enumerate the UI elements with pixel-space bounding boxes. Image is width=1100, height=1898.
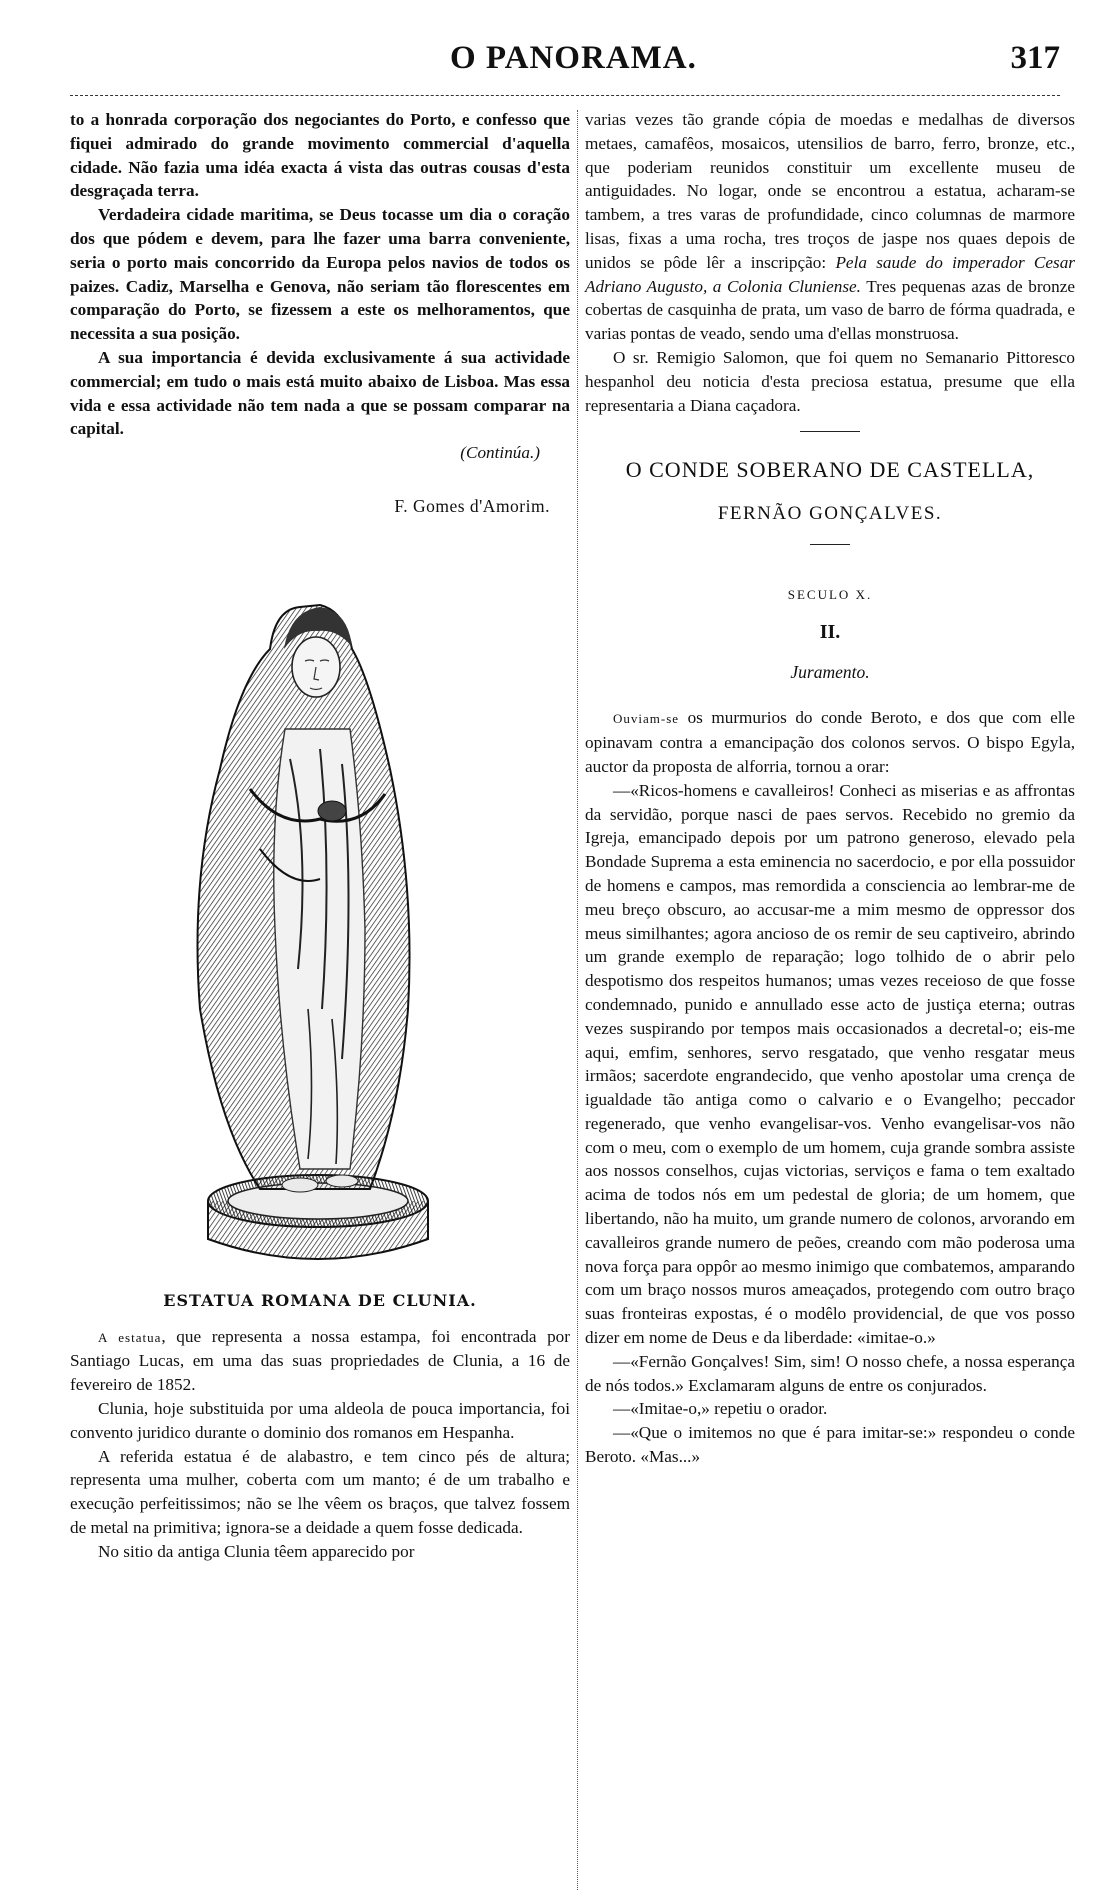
paragraph: to a honrada corporação dos negociantes do Porto, e confesso que fiquei admirado do grande movimento commercial d'aquella cidade. Não fazia uma idéa exacta á vista das outras cousas d'esta desgraçada terra. (70, 110, 570, 201)
paragraph: A referida estatua é de alabastro, e tem cinco pés de altura; representa uma mulher, coberta com um manto; é de um trabalho e execução perfeitissimos; não se lhe vêem os braços, que talvez fossem de metal na primitiva; ignora-se a deidade a quem fosse dedicada. (70, 1446, 570, 1537)
small-caps-lead: A estatua (98, 1329, 162, 1345)
chapter-number: II. (819, 620, 841, 643)
continua-note: (Continúa.) (460, 443, 540, 463)
column-divider (577, 110, 578, 1890)
page-header (70, 40, 1060, 90)
paragraph: Ouviam-se os murmurios do conde Beroto, e dos que com elle opinavam contra a emancipação dos colonos servos. O bispo Egyla, auctor da proposta de alforria, tornou a orar: (585, 708, 1075, 776)
paragraph: O sr. Remigio Salomon, que foi quem no Semanario Pittoresco hespanhol deu noticia d'esta preciosa estatua, presume que ella representaria a Diana caçadora. (585, 347, 1075, 415)
century-label: SECULO X. (787, 586, 873, 602)
small-caps-lead: Ouviam-se (613, 711, 680, 727)
statue-illustration (70, 589, 570, 1269)
right-column (585, 108, 1075, 1469)
statue-engraving (70, 589, 570, 1269)
paragraph: A estatua, que representa a nossa estampa, foi encontrada por Santiago Lucas, em uma das suas propriedades de Clunia, a 16 de fevereiro de 1852. (70, 1326, 570, 1395)
paragraph: varias vezes tão grande cópia de moedas e medalhas de diversos metaes, camafêos, mosaicos, utensilios de barro, ferro, bronze, etc., que poderiam reunidos constituir um excellente museu de antiguidades. No logar, onde se encontrou a estatua, acharam-se tambem, a tres varas de profundidade, cinco columnas de marmore lisas, fixas a uma rocha, tres troços de jaspe nos quaes depois de unidos se pôde lêr a inscripção: Pela saude do imperador Cesar Adriano Augusto, a Colonia Cluniense. Tres pequenas azas de bronze cobertas de casquinha de prata, um vaso de barro de fórma quadrada, e varias pontas de veado, sendo uma d'ellas monstruosa. (585, 110, 1075, 344)
section-title: O CONDE SOBERANO DE CASTELLA, (625, 457, 1035, 483)
paragraph: A sua importancia é devida exclusivamente á sua actividade commercial; em tudo o mais está muito abaixo de Lisboa. Mas essa vida e essa actividade não tem nada a que se possam comparar na capital. (70, 347, 570, 439)
inscription-text: Pela saude do imperador Cesar Adriano Augusto, a Colonia Cluniense. (585, 252, 1075, 296)
paragraph: —«Imitae-o,» repetiu o orador. (613, 1399, 828, 1419)
paragraph: Verdadeira cidade maritima, se Deus tocasse um dia o coração dos que pódem e devem, para lhe fazer uma barra conveniente, seria o porto mais concorrido da Europa pelos navios de todos os paizes. Cadiz, Marselha e Genova, não seriam tão florescentes em comparação do Porto, se fizessem a este os melhoramentos, que necessita a sua posição. (70, 205, 570, 344)
paragraph: —«Fernão Gonçalves! Sim, sim! O nosso chefe, a nossa esperança de nós todos.» Exclamaram alguns de entre os conjurados. (585, 1351, 1075, 1395)
section-subtitle: FERNÃO GONÇALVES. (717, 503, 943, 525)
publication-title: O PANORAMA. (450, 40, 697, 76)
header-rule (70, 95, 1060, 96)
page-number: 317 (1010, 40, 1060, 76)
paragraph: —«Que o imitemos no que é para imitar-se:» respondeu o conde Beroto. «Mas...» (585, 1423, 1075, 1467)
left-column (70, 108, 570, 1564)
chapter-title: Juramento. (790, 661, 870, 682)
paragraph: Clunia, hoje substituida por uma aldeola de pouca importancia, foi convento juridico durante o dominio dos romanos em Hespanha. (70, 1398, 570, 1442)
subtitle-rule (810, 544, 850, 545)
paragraph: No sitio da antiga Clunia têem apparecido por (98, 1541, 415, 1561)
author-signature: F. Gomes d'Amorim. (394, 495, 550, 516)
figure-caption: ESTATUA ROMANA DE CLUNIA. (163, 1290, 477, 1310)
section-rule (800, 431, 860, 432)
paragraph: —«Ricos-homens e cavalleiros! Conheci as miserias e as affrontas da servidão, porque nasci de paes servos. Recebido no gremio da Igreja, emancipado depois por um patrono generoso, elevado pela Bondade Suprema a esta eminencia no sacerdocio, e por ella possuidor de homens e campos, mas remordida a consciencia ao lembrar-me de meu breço obscuro, ao accusar-me a mim mesmo de oppressor dos meus similhantes; agora ancioso de os remir de seu captiveiro, abrindo um grande exemplo de reparação; logo tolhido de o abrir pelo despotismo dos respeitos humanos; umas vezes receioso de que fosse condemnado, punido e annullado esse acto de justiça eterna; outras vezes suspirando por tempos mais occasionados a decretal-o; eis-me aqui, emfim, senhores, servo resgatado, que venho resgatar meus irmãos; sacerdote engrandecido, que venho apostolar uma crença de igualdade tão antiga como o calvario e o Evangelho; peccador regenerado, que venho evangelisar-vos. Venho evangelisar-vos não com o meu, com o exemplo de um homem, cuja grande sombra assiste aos nossos conselhos, cujas victorias, serviços e fama o tem exaltado acima de todos nós em um pedestal de gloria; de um homem, que libertando, não ha muito, um grande numero de colonos, arvorando em cavalleiros grande numero de peões, creando com mão poderosa uma nova força para oppôr ao mesmo inimigo que combatemos, amparando com um braço nossos muros ameaçados, protegendo com outro braço suas fronteiras expostas, é o modêlo providencial, de que vos posso dizer em nome de Deus e da liberdade: «imitae-o.» (585, 780, 1075, 1348)
